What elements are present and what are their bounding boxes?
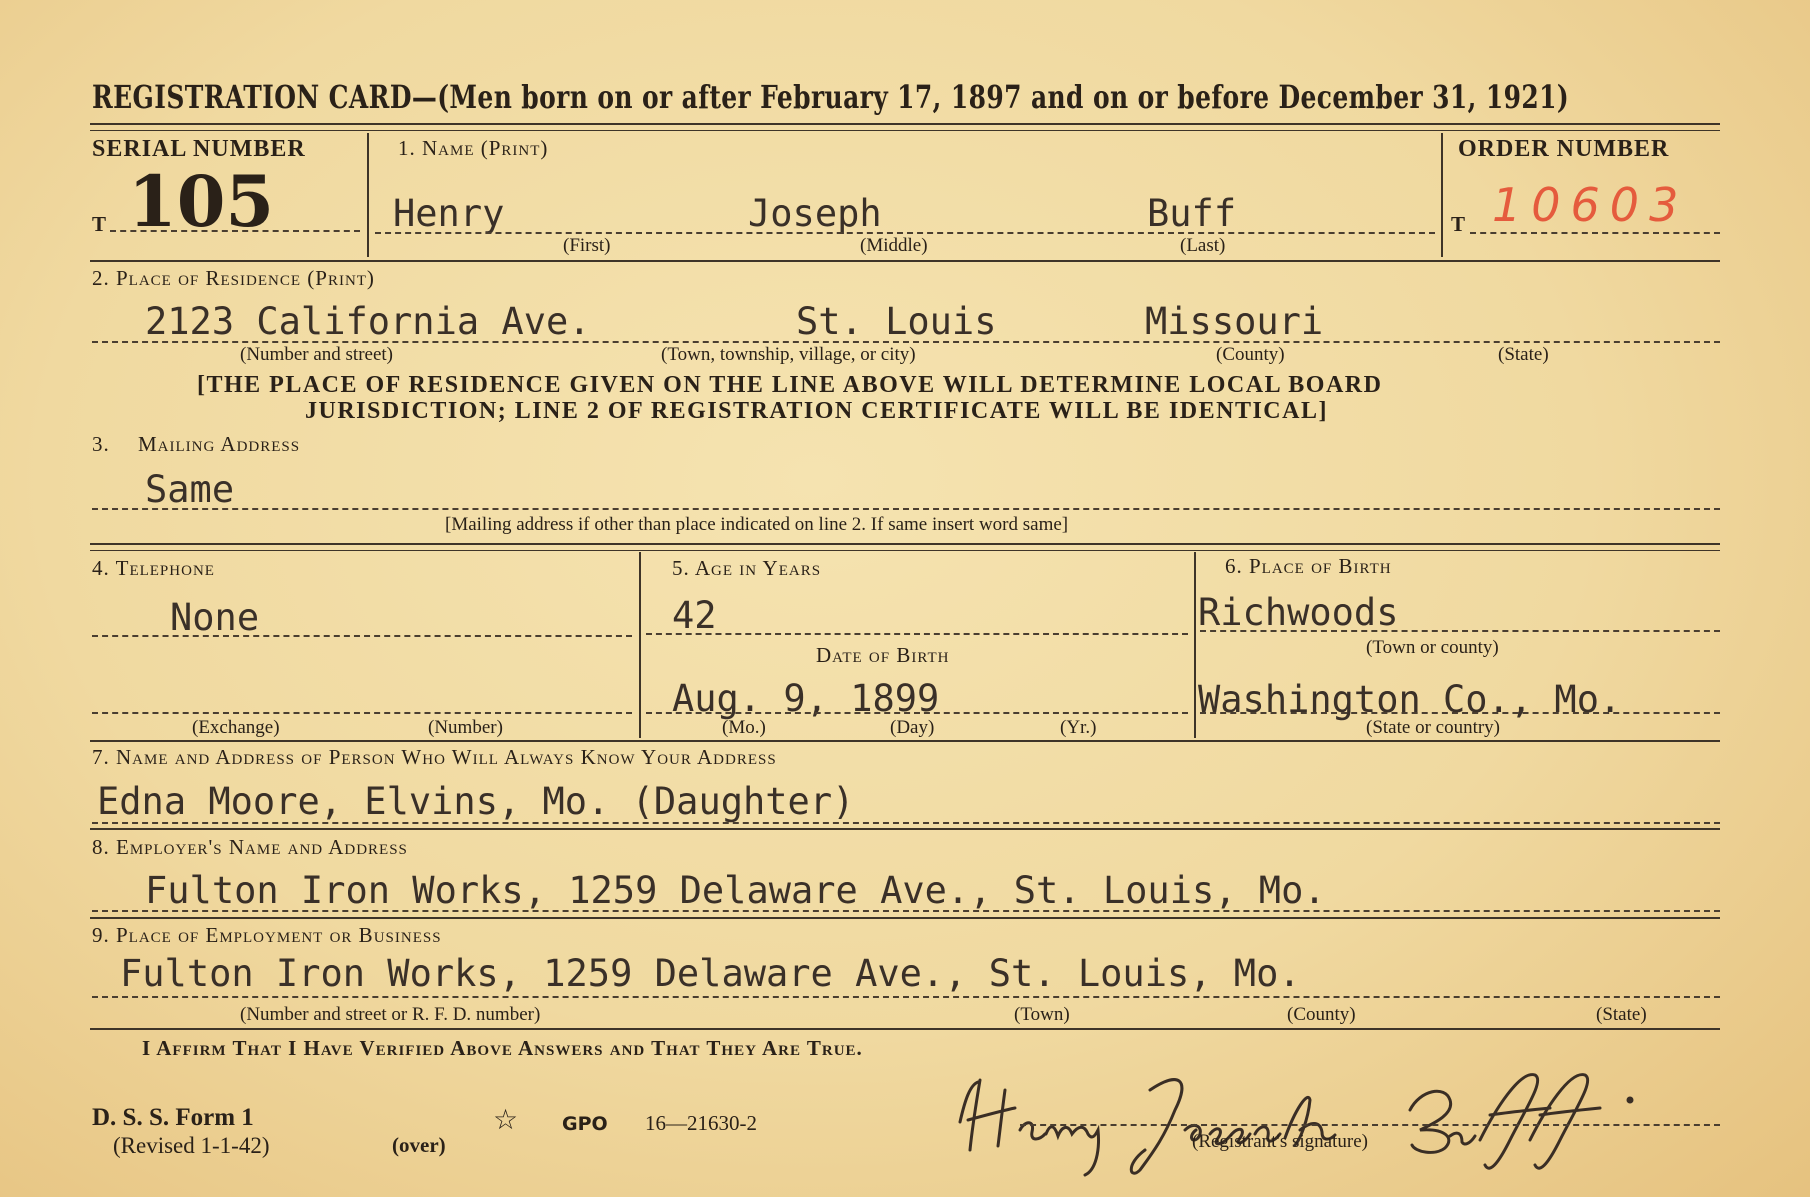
residence-notice-1: [THE PLACE OF RESIDENCE GIVEN ON THE LINE ABOVE WILL DETERMINE LOCAL BOARD (197, 372, 1383, 398)
telephone-line (92, 635, 632, 637)
order-label: ORDER NUMBER (1458, 136, 1670, 162)
dob-label: Date of Birth (816, 643, 950, 667)
top-rule (90, 123, 1720, 125)
residence-line (92, 341, 1720, 343)
last-caption: (Last) (1180, 235, 1226, 256)
serial-label: SERIAL NUMBER (92, 136, 306, 162)
signature-caption: (Registrant's signature) (1192, 1131, 1368, 1152)
age-divider (1194, 552, 1196, 738)
serial-line (110, 230, 360, 232)
row3-rule-2 (90, 550, 1720, 551)
residence-county: Missouri (1145, 300, 1324, 343)
signature-line (1020, 1124, 1720, 1126)
birthplace-state: Washington Co., Mo. (1198, 678, 1622, 721)
county-caption: (County) (1216, 344, 1285, 365)
tel-divider (639, 552, 641, 738)
form-revised: (Revised 1-1-42) (113, 1133, 270, 1158)
form-number: D. S. S. Form 1 (92, 1104, 254, 1131)
exchange-caption: (Exchange) (192, 717, 280, 738)
telephone-value: None (170, 596, 260, 639)
registrant-signature (950, 1050, 1670, 1180)
age-value: 42 (672, 594, 717, 637)
order-line (1470, 232, 1720, 234)
yr-caption: (Yr.) (1060, 717, 1097, 738)
middle-name: Joseph (748, 192, 882, 235)
residence-street: 2123 California Ave. (145, 300, 591, 343)
affirmation: I Affirm That I Have Verified Above Answers and That They Are True. (142, 1036, 863, 1060)
employment-county-caption: (County) (1287, 1004, 1356, 1025)
over-note: (over) (392, 1133, 446, 1157)
age-line (646, 633, 1188, 635)
residence-label: 2. Place of Residence (Print) (92, 266, 375, 290)
row3-rule (90, 543, 1720, 545)
mailing-value: Same (145, 468, 235, 511)
row7-rule (90, 828, 1720, 830)
star-icon: ☆ (493, 1103, 519, 1136)
employer-label: 8. Employer's Name and Address (92, 835, 408, 859)
order-divider (1441, 133, 1443, 257)
state-caption: (State) (1498, 344, 1549, 365)
exchange-line (92, 712, 632, 714)
contact-value: Edna Moore, Elvins, Mo. (Daughter) (97, 780, 855, 823)
row9-rule (90, 1028, 1720, 1030)
birthplace-town: Richwoods (1198, 591, 1399, 634)
mo-caption: (Mo.) (722, 717, 766, 738)
contact-line (92, 822, 1720, 824)
gpo-mark: GPO (562, 1113, 608, 1135)
dob-line (646, 712, 1188, 714)
dob-value: Aug. 9, 1899 (672, 677, 940, 720)
age-label: 5. Age in Years (672, 556, 822, 580)
town-caption: (Town or county) (1366, 637, 1499, 658)
birthplace-state-line (1200, 712, 1720, 714)
first-caption: (First) (563, 235, 611, 256)
middle-caption: (Middle) (860, 235, 928, 256)
mailing-line (92, 508, 1720, 510)
street-caption: (Number and street) (240, 344, 393, 365)
serial-divider (367, 133, 369, 257)
order-number: 10603 (1492, 178, 1689, 232)
residence-city: St. Louis (796, 300, 997, 343)
serial-number: 105 (128, 160, 275, 243)
order-prefix: T (1451, 212, 1466, 236)
serial-prefix: T (92, 212, 107, 236)
row8-rule (90, 917, 1720, 919)
mailing-label: Mailing Address (138, 432, 301, 456)
employment-street-caption: (Number and street or R. F. D. number) (240, 1004, 541, 1025)
first-name: Henry (393, 192, 505, 235)
number-caption: (Number) (428, 717, 503, 738)
gpo-number: 16—21630-2 (645, 1111, 757, 1135)
employer-line (92, 910, 1720, 912)
top-rule-2 (90, 130, 1720, 131)
employment-value: Fulton Iron Works, 1259 Delaware Ave., St. Louis, Mo. (120, 952, 1301, 995)
row1-rule (90, 260, 1720, 262)
name-line (375, 232, 1435, 234)
residence-notice-2: JURISDICTION; LINE 2 OF REGISTRATION CERTIFICATE WILL BE IDENTICAL] (305, 398, 1328, 424)
employment-line (92, 996, 1720, 998)
state-country-caption: (State or country) (1366, 717, 1501, 738)
day-caption: (Day) (890, 717, 935, 738)
telephone-label: 4. Telephone (92, 556, 215, 580)
employment-label: 9. Place of Employment or Business (92, 923, 442, 947)
mailing-caption: [Mailing address if other than place indicated on line 2. If same insert word same] (445, 514, 1069, 535)
birthplace-label: 6. Place of Birth (1225, 554, 1392, 578)
city-caption: (Town, township, village, or city) (661, 344, 916, 365)
employer-value: Fulton Iron Works, 1259 Delaware Ave., St. Louis, Mo. (145, 869, 1326, 912)
employment-state-caption: (State) (1596, 1004, 1647, 1025)
card-title: REGISTRATION CARD—(Men born on or after February 17, 1897 and on or before December 31, 1921) (92, 78, 1570, 116)
row4-rule (90, 740, 1720, 742)
contact-label: 7. Name and Address of Person Who Will Always Know Your Address (92, 745, 777, 769)
name-label: 1. Name (Print) (398, 136, 549, 160)
employment-town-caption: (Town) (1014, 1004, 1070, 1025)
birthplace-town-line (1200, 630, 1720, 632)
last-name: Buff (1147, 192, 1237, 235)
mailing-number: 3. (92, 432, 110, 456)
